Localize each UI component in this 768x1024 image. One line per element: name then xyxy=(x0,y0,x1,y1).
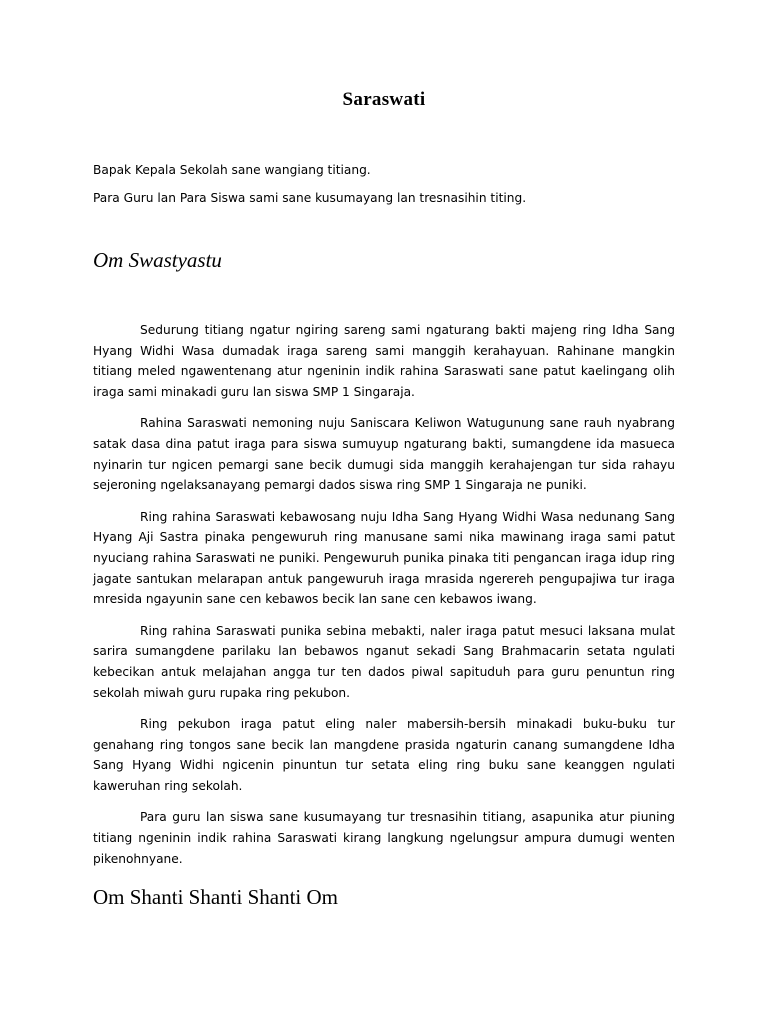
paragraph-1: Sedurung titiang ngatur ngiring sareng sami ngaturang bakti majeng ring Idha Sang Hyang Widhi Wasa dumadak iraga sareng sami manggih kerahayuan. Rahinane mangkin titiang meled ngawentenang atur ngeninin indik rahina Saraswati sane patut kaelingang olih iraga sami minakadi guru lan siswa SMP 1 Singaraja. xyxy=(93,323,675,399)
paragraph-4: Ring rahina Saraswati punika sebina mebakti, naler iraga patut mesuci laksana mulat sarira sumangdene parilaku lan bebawos nganut sekadi Sang Brahmacarin setata ngulati kebecikan antuk melajahan angga tur ten dados piwal sapituduh para guru penuntun ring sekolah miwah guru rupaka ring pekubon. xyxy=(93,623,675,700)
opening-salutation: Om Swastyastu xyxy=(93,248,222,272)
document-title: Saraswati xyxy=(342,89,426,110)
greeting-headmaster: Bapak Kepala Sekolah sane wangiang titiang. xyxy=(93,163,371,177)
paragraph-3: Ring rahina Saraswati kebawosang nuju Idha Sang Hyang Widhi Wasa nedunang Sang Hyang Aji Sastra pinaka pengewuruh ring manusane sami nika mawinang iraga sami patut nyuciang rahina Saraswati ne puniki. Pengewuruh punika pinaka titi pengancan iraga idup ring jagate santukan melarapan antuk pangewuruh iraga mrasida ngerereh pengupajiwa tur iraga mresida ngayunin sane cen kebawos becik lan sane cen kebawos iwang. xyxy=(93,509,675,607)
paragraph-5: Ring pekubon iraga patut eling naler mabersih-bersih minakadi buku-buku tur genahang ring tongos sane becik lan mangdene prasida ngaturin canang sumangdene Idha Sang Hyang Widhi ngicenin pinuntun tur setata eling ring buku sane keanggen ngulati kaweruhan ring sekolah. xyxy=(93,717,675,793)
paragraph-6: Para guru lan siswa sane kusumayang tur tresnasihin titiang, asapunika atur piuning titiang ngeninin indik rahina Saraswati kirang langkung ngelungsur ampura dumugi wenten pikenohnyane. xyxy=(93,810,675,866)
greeting-teachers-students: Para Guru lan Para Siswa sami sane kusumayang lan tresnasihin titing. xyxy=(93,191,527,205)
closing-salutation: Om Shanti Shanti Shanti Om xyxy=(93,885,339,909)
speech-body xyxy=(93,320,675,880)
paragraph-2: Rahina Saraswati nemoning nuju Saniscara Keliwon Watugunung sane rauh nyabrang satak dasa dina patut iraga para siswa sumuyup ngaturang bakti, sumangdene ida masueca nyinarin tur ngicen pemargi sane becik dumugi sida manggih kerahajengan tur sida rahayu sejeroning ngelaksanayang pemargi dados siswa ring SMP 1 Singaraja ne puniki. xyxy=(93,416,675,493)
